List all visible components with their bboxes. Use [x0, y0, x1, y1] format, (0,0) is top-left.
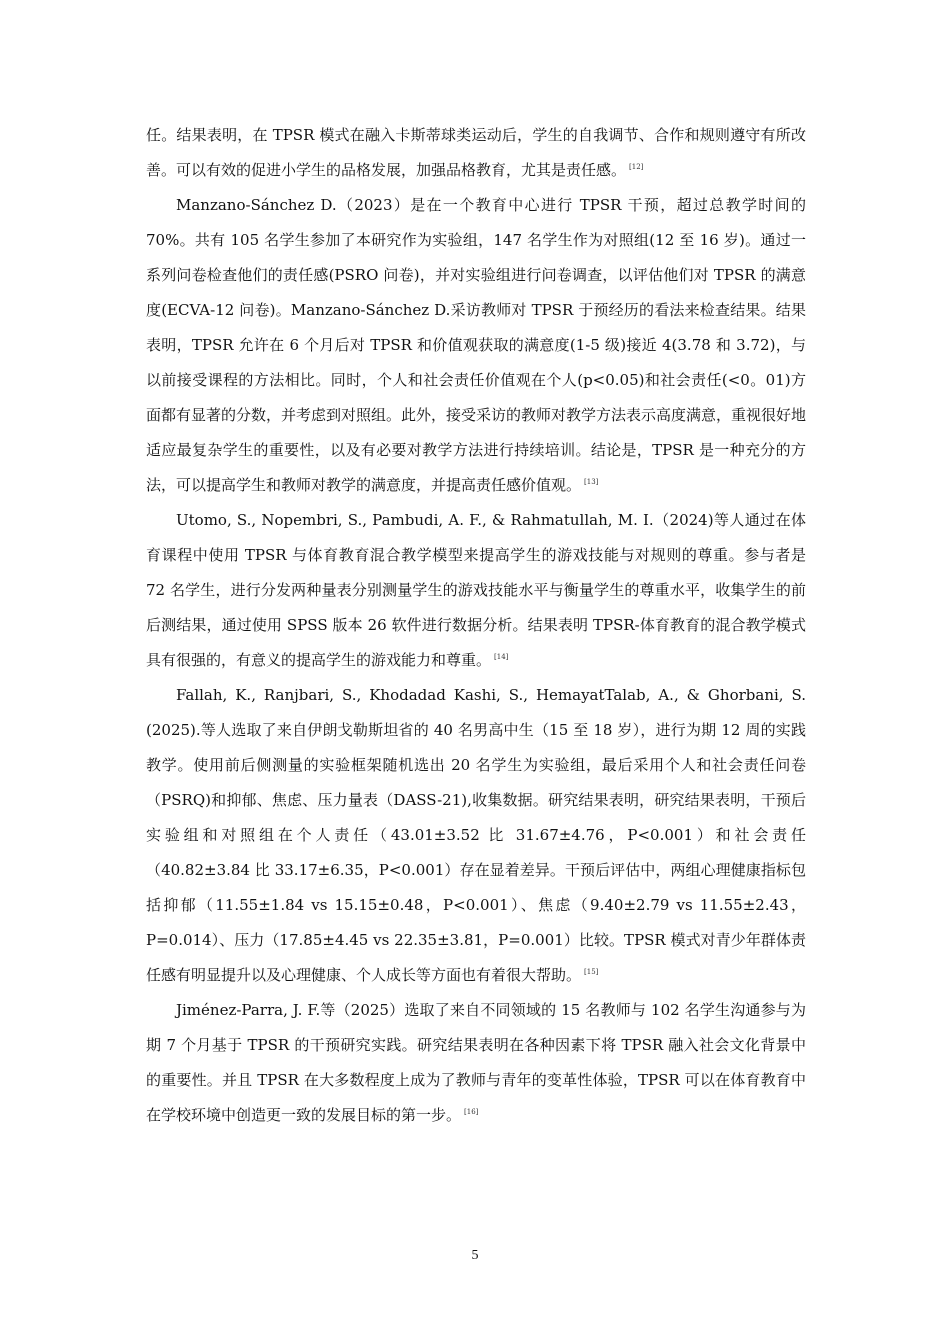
paragraph-1: [146, 118, 806, 188]
document-body: [146, 118, 806, 1133]
page-number: 5: [471, 1248, 479, 1263]
citation-marker[interactable]: [13]: [584, 478, 599, 486]
citation-marker[interactable]: [12]: [629, 163, 644, 171]
paragraph-3: [146, 503, 806, 678]
paragraph-2: [146, 188, 806, 503]
paragraph-text: Manzano-Sánchez D.（2023）是在一个教育中心进行 TPSR 干预，超过总教学时间的 70%。共有 105 名学生参加了本研究作为实验组，147 名学生作为对照组(12 至 16 岁)。通过一系列问卷检查他们的责任感(PSRO 问卷)，并对实验组进行问卷调查，以评估他们对 TPSR 的满意度(ECVA-12 问卷)。Manzano-Sánchez D.采访教师对 TPSR 于预经历的看法来检查结果。结果表明，TPSR 允许在 6 个月后对 TPSR 和价值观获取的满意度(1-5 级)接近 4(3.78 和 3.72)，与以前接受课程的方法相比。同时，个人和社会责任价值观在个人(p<0.05)和社会责任(<0。01)方面都有显著的分数，并考虑到对照组。此外，接受采访的教师对教学方法表示高度满意，重视很好地适应最复杂学生的重要性，以及有必要对教学方法进行持续培训。结论是，TPSR 是一种充分的方法，可以提高学生和教师对教学的满意度，并提高责任感价值观。: [146, 196, 807, 494]
citation-marker[interactable]: [16]: [464, 1108, 479, 1116]
paragraph-4: [146, 678, 806, 993]
paragraph-text: Utomo, S., Nopembri, S., Pambudi, A. F., & Rahmatullah, M. I.（2024)等人通过在体育课程中使用 TPSR 与体育教育混合教学模型来提高学生的游戏技能与对规则的尊重。参与者是 72 名学生，进行分发两种量表分别测量学生的游戏技能水平与衡量学生的尊重水平，收集学生的前后测结果，通过使用 SPSS 版本 26 软件进行数据分析。结果表明 TPSR-体育教育的混合教学模式具有很强的，有意义的提高学生的游戏能力和尊重。: [146, 511, 806, 669]
paragraph-text: 任。结果表明，在 TPSR 模式在融入卡斯蒂球类运动后，学生的自我调节、合作和规则遵守有所改善。可以有效的促进小学生的品格发展，加强品格教育，尤其是责任感。: [146, 126, 806, 179]
paragraph-text: Jiménez-Parra, J. F.等（2025）选取了来自不同领域的 15 名教师与 102 名学生沟通参与为期 7 个月基于 TPSR 的干预研究实践。研究结果表明在各种因素下将 TPSR 融入社会文化背景中的重要性。并且 TPSR 在大多数程度上成为了教师与青年的变革性体验，TPSR 可以在体育教育中在学校环境中创造更一致的发展目标的第一步。: [146, 1001, 806, 1124]
paragraph-5: [146, 993, 806, 1133]
citation-marker[interactable]: [15]: [584, 968, 599, 976]
citation-marker[interactable]: [14]: [494, 653, 509, 661]
paragraph-text: Fallah, K., Ranjbari, S., Khodadad Kashi, S., HemayatTalab, A., & Ghorbani, S. (2025).等人选取了来自伊朗戈勒斯坦省的 40 名男高中生（15 至 18 岁），进行为期 12 周的实践教学。使用前后侧测量的实验框架随机选出 20 名学生为实验组，最后采用个人和社会责任问卷（PSRQ)和抑郁、焦虑、压力量表（DASS-21),收集数据。研究结果表明，研究结果表明，干预后实验组和对照组在个人责任（43.01±3.52 比 31.67±4.76，P<0.001）和社会责任（40.82±3.84 比 33.17±6.35，P<0.001）存在显着差异。干预后评估中，两组心理健康指标包括抑郁（11.55±1.84 vs 15.15±0.48，P<0.001）、焦虑（9.40±2.79 vs 11.55±2.43，P=0.014）、压力（17.85±4.45 vs 22.35±3.81，P=0.001）比较。TPSR 模式对青少年群体责任感有明显提升以及心理健康、个人成长等方面也有着很大帮助。: [146, 686, 806, 984]
